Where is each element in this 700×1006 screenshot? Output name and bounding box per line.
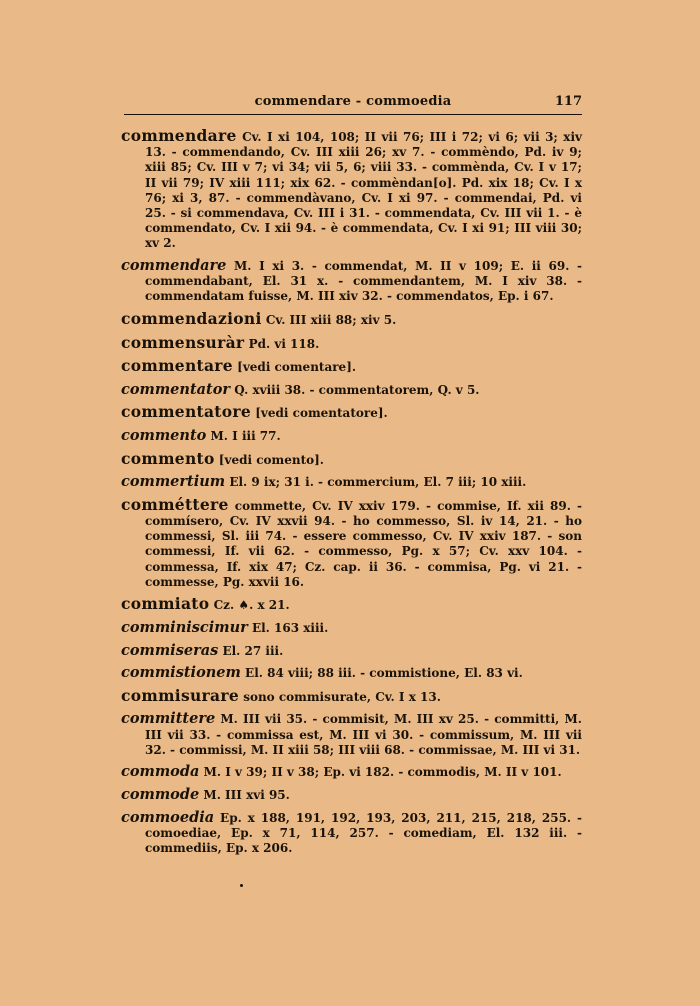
entry-headword: commentator bbox=[121, 380, 231, 398]
entry-headword: commistionem bbox=[121, 664, 241, 682]
print-speck bbox=[240, 884, 243, 887]
entry-headword: commode bbox=[121, 785, 200, 803]
entry-headword: comminiscimur bbox=[121, 618, 248, 636]
dictionary-entry bbox=[121, 810, 582, 857]
dictionary-entry bbox=[121, 787, 582, 803]
entry-headword: commendazioni bbox=[121, 309, 262, 329]
running-header bbox=[124, 92, 582, 115]
entry-body: El. 9 ix; 31 i. - commercium, El. 7 iii; 10 xiii. bbox=[229, 475, 527, 490]
entry-body: M. I iii 77. bbox=[210, 428, 281, 443]
entry-body: El. 84 viii; 88 iii. - commistione, El. 83 vi. bbox=[245, 666, 523, 681]
dictionary-entry bbox=[121, 258, 582, 305]
entry-headword: commiseras bbox=[121, 641, 219, 659]
dictionary-entry bbox=[121, 332, 582, 352]
dictionary-entry bbox=[121, 428, 582, 444]
entry-body: commette, Cv. IV xxiv 179. - commise, If. xii 89. - commísero, Cv. IV xxvii 94. - ho commesso, Sl. iv 14, 21. - ho commessi, Sl. iii 74. - essere commesso, Cv. IV xxiv 187. - son commessi, If. vii 62. - commesso, Pg. x 57; Cv. xxv 104. - commessa, If. xix 47; Cz. cap. ii 36. - commisa, Pg. vi 21. - commesse, Pg. xxvii 16. bbox=[145, 498, 582, 589]
entry-headword: comméttere bbox=[121, 494, 229, 514]
entry-headword: commentatore bbox=[121, 402, 252, 422]
dictionary-entry bbox=[121, 620, 582, 636]
dictionary-entry bbox=[121, 382, 582, 398]
dictionary-entry bbox=[121, 311, 582, 328]
dictionary-entry bbox=[121, 494, 582, 590]
dictionary-entry bbox=[121, 404, 582, 421]
entry-body: Q. xviii 38. - commentatorem, Q. v 5. bbox=[234, 382, 480, 397]
entry-headword: commiato bbox=[121, 594, 210, 614]
entry-body: [vedi comentare]. bbox=[237, 360, 357, 375]
entry-body: M. III xvi 95. bbox=[203, 787, 290, 802]
running-title: commendare - commoedia bbox=[254, 94, 452, 109]
dictionary-entry bbox=[121, 711, 582, 758]
dictionary-entry bbox=[121, 764, 582, 780]
page-number: 117 bbox=[554, 94, 582, 109]
entry-headword: commentare bbox=[121, 356, 233, 376]
entry-headword: commendare bbox=[121, 257, 227, 275]
entry-body: M. I v 39; II v 38; Ep. vi 182. - commodis, M. II v 101. bbox=[203, 765, 562, 780]
entry-body: Cz. ♠. x 21. bbox=[213, 598, 290, 613]
dictionary-entry bbox=[121, 358, 582, 375]
entry-headword: commendare bbox=[121, 126, 237, 145]
dictionary-entry bbox=[121, 474, 582, 490]
dictionary-entry bbox=[121, 128, 582, 252]
entry-headword: commisurare bbox=[121, 685, 239, 705]
dictionary-entry bbox=[121, 643, 582, 659]
entry-body: Cv. I xi 104, 108; II vii 76; III i 72; vi 6; vii 3; xiv 13. - commendando, Cv. III xiii 26; xv 7. - commèndo, Pd. iv 9; xiii 85; Cv. III v 7; vi 34; vii 5, 6; viii 33. - commènda, Cv. I v 17; II vii 79; IV xiii 111; xix 62. - commèndan[o]. Pd. xix 18; Cv. I x 76; xi 3, 87. - commendàvano, Cv. I xi 97. - commendai, Pd. vi 25. - si commendava, Cv. III i 31. - commendata, Cv. III vii 1. - è commendato, Cv. I xii 94. - è commendata, Cv. I xi 91; III viii 30; xv 2. bbox=[145, 130, 582, 251]
entry-body: [vedi comento]. bbox=[218, 452, 324, 467]
entry-body: Pd. vi 118. bbox=[248, 336, 320, 351]
entry-headword: commento bbox=[121, 426, 207, 444]
entry-headword: commertium bbox=[121, 473, 226, 491]
entry-body: El. 163 xiii. bbox=[251, 620, 329, 635]
entry-headword: commoda bbox=[121, 763, 200, 781]
entry-headword: committere bbox=[121, 710, 216, 728]
entry-body: Ep. x 188, 191, 192, 193, 203, 211, 215, 218, 255. - comoediae, Ep. x 71, 114, 257. - comediam, El. 132 iii. - commediis, Ep. x 206. bbox=[145, 810, 582, 855]
entry-body: sono commisurate, Cv. I x 13. bbox=[243, 689, 441, 704]
entry-body: M. III vii 35. - commisit, M. III xv 25. - committi, M. III vii 33. - commissa est, M. III vi 30. - commissum, M. III vii 32. - commissi, M. II xiii 58; III viii 68. - commissae, M. III vi 31. bbox=[145, 712, 582, 757]
entry-body: [vedi comentatore]. bbox=[255, 406, 388, 421]
dictionary-entry bbox=[121, 685, 582, 705]
dictionary-entries bbox=[121, 128, 582, 863]
entry-headword: commento bbox=[121, 448, 215, 468]
dictionary-entry bbox=[121, 448, 582, 468]
entry-headword: commensuràr bbox=[121, 332, 245, 352]
dictionary-entry bbox=[121, 665, 582, 681]
entry-body: M. I xi 3. - commendat, M. II v 109; E. ii 69. - commendabant, El. 31 x. - commendantem, M. I xiv 38. - commendatam fuisse, M. III xiv 32. - commendatos, Ep. i 67. bbox=[145, 259, 582, 304]
dictionary-entry bbox=[121, 596, 582, 613]
entry-headword: commoedia bbox=[121, 808, 215, 826]
entry-body: El. 27 iii. bbox=[222, 643, 284, 658]
entry-body: Cv. III xiii 88; xiv 5. bbox=[265, 313, 397, 328]
